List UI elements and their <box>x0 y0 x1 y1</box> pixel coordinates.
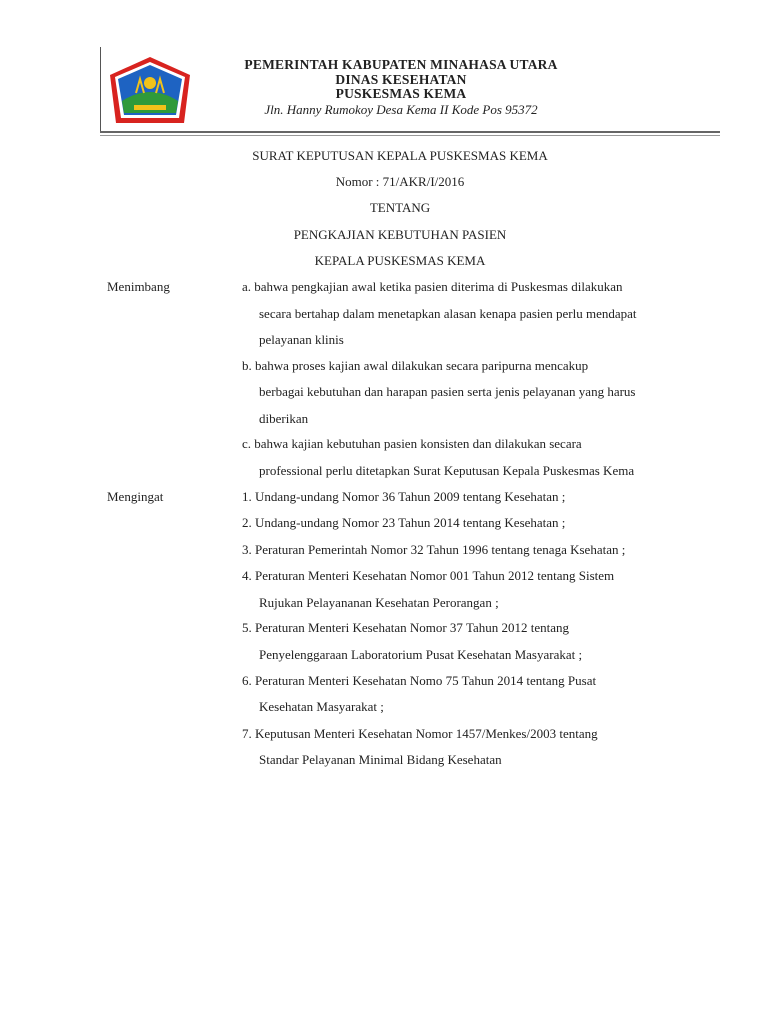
mengingat-line: Kesehatan Masyarakat ; <box>259 699 384 714</box>
menimbang-line: berbagai kebutuhan dan harapan pasien serta jenis pelayanan yang harus <box>259 384 636 399</box>
menimbang-line: a. bahwa pengkajian awal ketika pasien diterima di Puskesmas dilakukan <box>242 279 623 294</box>
menimbang-line: c. bahwa kajian kebutuhan pasien konsisten dan dilakukan secara <box>242 436 582 451</box>
mengingat-line: 6. Peraturan Menteri Kesehatan Nomo 75 Tahun 2014 tentang Pusat <box>242 673 597 688</box>
menimbang-line: secara bertahap dalam menetapkan alasan kenapa pasien perlu mendapat <box>259 306 637 321</box>
document-about: TENTANG <box>369 200 431 215</box>
mengingat-line: 3. Peraturan Pemerintah Nomor 32 Tahun 1996 tentang tenaga Ksehatan ; <box>242 542 626 557</box>
menimbang-line: professional perlu ditetapkan Surat Keputusan Kepala Puskesmas Kema <box>259 463 635 478</box>
document-number: Nomor : 71/AKR/I/2016 <box>335 174 465 189</box>
letterhead-address: Jln. Hanny Rumokoy Desa Kema II Kode Pos 95372 <box>264 102 538 117</box>
mengingat-line: 4. Peraturan Menteri Kesehatan Nomor 001 Tahun 2012 tentang Sistem <box>242 568 615 583</box>
mengingat-label: Mengingat <box>107 489 164 504</box>
menimbang-line: diberikan <box>259 411 309 426</box>
letterhead-rule-thick <box>100 131 720 133</box>
document-signer: KEPALA PUSKESMAS KEMA <box>314 253 486 268</box>
document-title: SURAT KEPUTUSAN KEPALA PUSKESMAS KEMA <box>252 148 548 163</box>
letterhead-left-rule <box>100 47 101 131</box>
puskesmas-logo <box>106 53 194 129</box>
document-subject: PENGKAJIAN KEBUTUHAN PASIEN <box>293 227 507 242</box>
letterhead-unit: PUSKESMAS KEMA <box>335 86 467 101</box>
mengingat-line: Rujukan Pelayananan Kesehatan Perorangan ; <box>259 595 499 610</box>
menimbang-label: Menimbang <box>107 279 170 294</box>
mengingat-line: Standar Pelayanan Minimal Bidang Kesehatan <box>259 752 502 767</box>
menimbang-line: pelayanan klinis <box>259 332 344 347</box>
mengingat-line: 7. Keputusan Menteri Kesehatan Nomor 1457/Menkes/2003 tentang <box>242 726 598 741</box>
mengingat-line: 1. Undang-undang Nomor 36 Tahun 2009 tentang Kesehatan ; <box>242 489 566 504</box>
mengingat-line: 5. Peraturan Menteri Kesehatan Nomor 37 Tahun 2012 tentang <box>242 620 570 635</box>
mengingat-line: 2. Undang-undang Nomor 23 Tahun 2014 tentang Kesehatan ; <box>242 515 566 530</box>
letterhead-government: PEMERINTAH KABUPATEN MINAHASA UTARA <box>244 57 558 72</box>
letterhead-department: DINAS KESEHATAN <box>335 72 467 87</box>
mengingat-line: Penyelenggaraan Laboratorium Pusat Kesehatan Masyarakat ; <box>259 647 583 662</box>
letterhead-rule-thin <box>100 135 720 136</box>
menimbang-line: b. bahwa proses kajian awal dilakukan secara paripurna mencakup <box>242 358 589 373</box>
